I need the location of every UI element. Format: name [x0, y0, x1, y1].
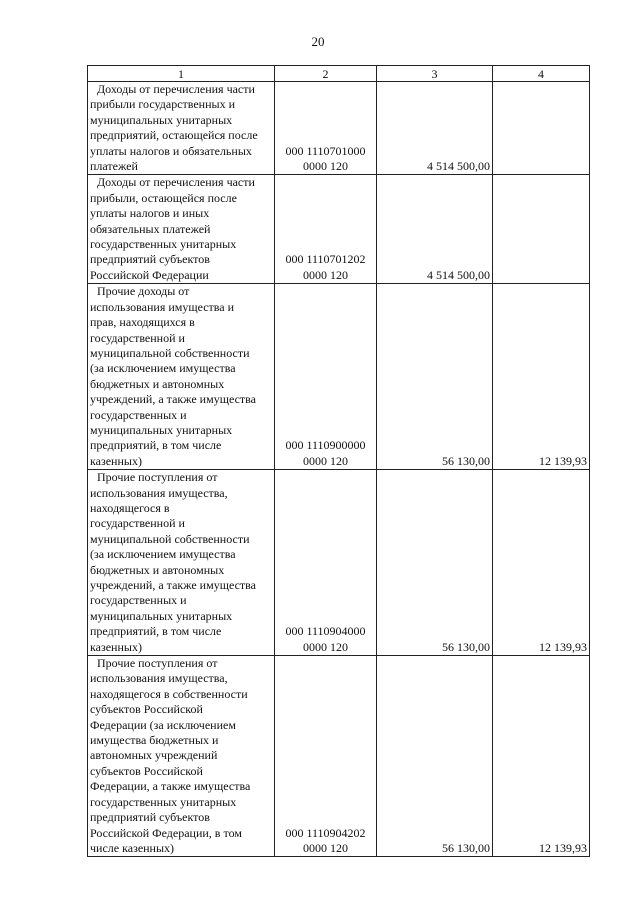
revenue-name-line: предприятий субъектов: [90, 810, 210, 825]
budget-code-line: 0000 120: [303, 840, 348, 855]
revenue-name-line: предприятий, в том числе: [90, 624, 222, 639]
revenue-name-line: государственной и: [90, 330, 185, 345]
revenue-name-line: находящегося в собственности: [90, 686, 248, 701]
budget-code-line: 000 1110904202: [285, 825, 366, 840]
revenue-name-line: казенных): [90, 453, 142, 468]
column-header: 1: [88, 66, 275, 82]
revenue-name-line: Прочие доходы от: [97, 284, 190, 299]
budget-code-cell: [275, 82, 377, 175]
revenue-name-line: муниципальных унитарных: [90, 422, 233, 437]
budget-code-line: 0000 120: [303, 159, 348, 174]
table-row: [88, 175, 590, 284]
revenue-name-line: использования имущества и: [90, 299, 235, 314]
page-number: 20: [311, 34, 325, 49]
revenue-name-line: (за исключением имущества: [90, 361, 236, 376]
revenue-name-line: прибыли, остающейся после: [90, 190, 237, 205]
revenue-name-line: субъектов Российской: [90, 702, 203, 717]
table-row: [88, 470, 590, 656]
revenue-name-line: учреждений, а также имущества: [90, 578, 256, 592]
revenue-name-cell: [88, 82, 275, 175]
revenue-name-line: использования имущества,: [90, 671, 228, 686]
actual-amount-cell: [493, 175, 590, 284]
revenue-name-line: (за исключением имущества: [90, 547, 236, 562]
revenue-name-line: муниципальных унитарных: [90, 608, 233, 623]
actual-amount-cell: 12 139,93: [493, 656, 590, 857]
revenue-name-line: платежей: [90, 159, 138, 174]
revenue-name-line: бюджетных и автономных: [90, 376, 225, 391]
table-body: [88, 82, 590, 857]
revenue-name-line: находящегося в: [90, 500, 170, 515]
table-row: [88, 284, 590, 470]
revenue-name-line: Доходы от перечисления части: [97, 175, 255, 190]
revenue-name-cell: [88, 284, 275, 470]
revenue-name-line: обязательных платежей: [90, 221, 211, 236]
revenue-name-line: прав, находящихся в: [90, 315, 195, 330]
column-number-row: [88, 66, 590, 82]
revenue-name-cell: [88, 470, 275, 656]
revenue-name-line: предприятий, остающейся после: [90, 128, 258, 143]
column-header: 4: [493, 66, 590, 82]
table-row: [88, 656, 590, 857]
revenue-name-line: Российской Федерации, в том: [90, 825, 242, 840]
planned-amount-cell: 56 130,00: [377, 284, 493, 470]
revenue-name-line: государственных и: [90, 407, 187, 422]
revenue-name-line: государственных унитарных: [90, 794, 237, 809]
revenue-name-line: муниципальной собственности: [90, 345, 250, 360]
revenue-name-line: использования имущества,: [90, 485, 228, 500]
planned-amount-cell: 4 514 500,00: [377, 175, 493, 284]
revenue-name-line: государственных унитарных: [90, 237, 237, 252]
revenue-name-cell: [88, 175, 275, 284]
revenue-name-line: учреждений, а также имущества: [90, 392, 256, 407]
budget-code-line: 000 1110701202: [285, 252, 366, 267]
revenue-name-line: прибыли государственных и: [90, 97, 236, 112]
revenue-name-line: числе казенных): [90, 840, 175, 855]
revenue-name-line: государственной и: [90, 516, 185, 531]
budget-code-cell: [275, 284, 377, 470]
revenue-name-line: муниципальных унитарных: [90, 112, 233, 127]
revenue-name-line: субъектов Российской: [90, 763, 203, 778]
revenue-name-line: бюджетных и автономных: [90, 562, 225, 577]
revenue-name-line: предприятий, в том числе: [90, 438, 222, 453]
revenue-name-line: государственных и: [90, 593, 187, 608]
budget-code-cell: [275, 656, 377, 857]
table-row: [88, 82, 590, 175]
budget-code-line: 0000 120: [303, 639, 348, 654]
budget-code-line: 0000 120: [303, 267, 348, 282]
planned-amount-cell: 56 130,00: [377, 470, 493, 656]
actual-amount-cell: [493, 82, 590, 175]
budget-code-line: 000 1110904000: [285, 624, 366, 639]
revenue-name-cell: [88, 656, 275, 857]
planned-amount-cell: 56 130,00: [377, 656, 493, 857]
revenue-name-line: Федерации (за исключением: [90, 717, 236, 732]
revenue-name-line: Прочие поступления от: [97, 470, 218, 485]
revenue-name-line: Прочие поступления от: [97, 656, 218, 671]
budget-code-cell: [275, 470, 377, 656]
revenue-name-line: муниципальной собственности: [90, 531, 250, 546]
planned-amount-cell: 4 514 500,00: [377, 82, 493, 175]
revenue-name-line: предприятий субъектов: [90, 252, 210, 267]
budget-table: [87, 65, 590, 857]
revenue-name-line: имущества бюджетных и: [90, 733, 219, 748]
column-header: 2: [275, 66, 377, 82]
revenue-name-line: уплаты налогов и обязательных: [90, 143, 252, 158]
actual-amount-cell: 12 139,93: [493, 470, 590, 656]
budget-code-line: 000 1110701000: [285, 143, 366, 158]
budget-code-line: 000 1110900000: [285, 438, 366, 453]
column-header: 3: [377, 66, 493, 82]
budget-code-cell: [275, 175, 377, 284]
revenue-name-line: уплаты налогов и иных: [90, 206, 210, 221]
revenue-name-line: автономных учреждений: [90, 748, 218, 763]
revenue-name-line: Российской Федерации: [90, 267, 209, 282]
revenue-name-line: Федерации, а также имущества: [90, 779, 251, 794]
actual-amount-cell: 12 139,93: [493, 284, 590, 470]
revenue-name-line: казенных): [90, 639, 142, 654]
budget-code-line: 0000 120: [303, 453, 348, 468]
revenue-name-line: Доходы от перечисления части: [97, 82, 255, 96]
